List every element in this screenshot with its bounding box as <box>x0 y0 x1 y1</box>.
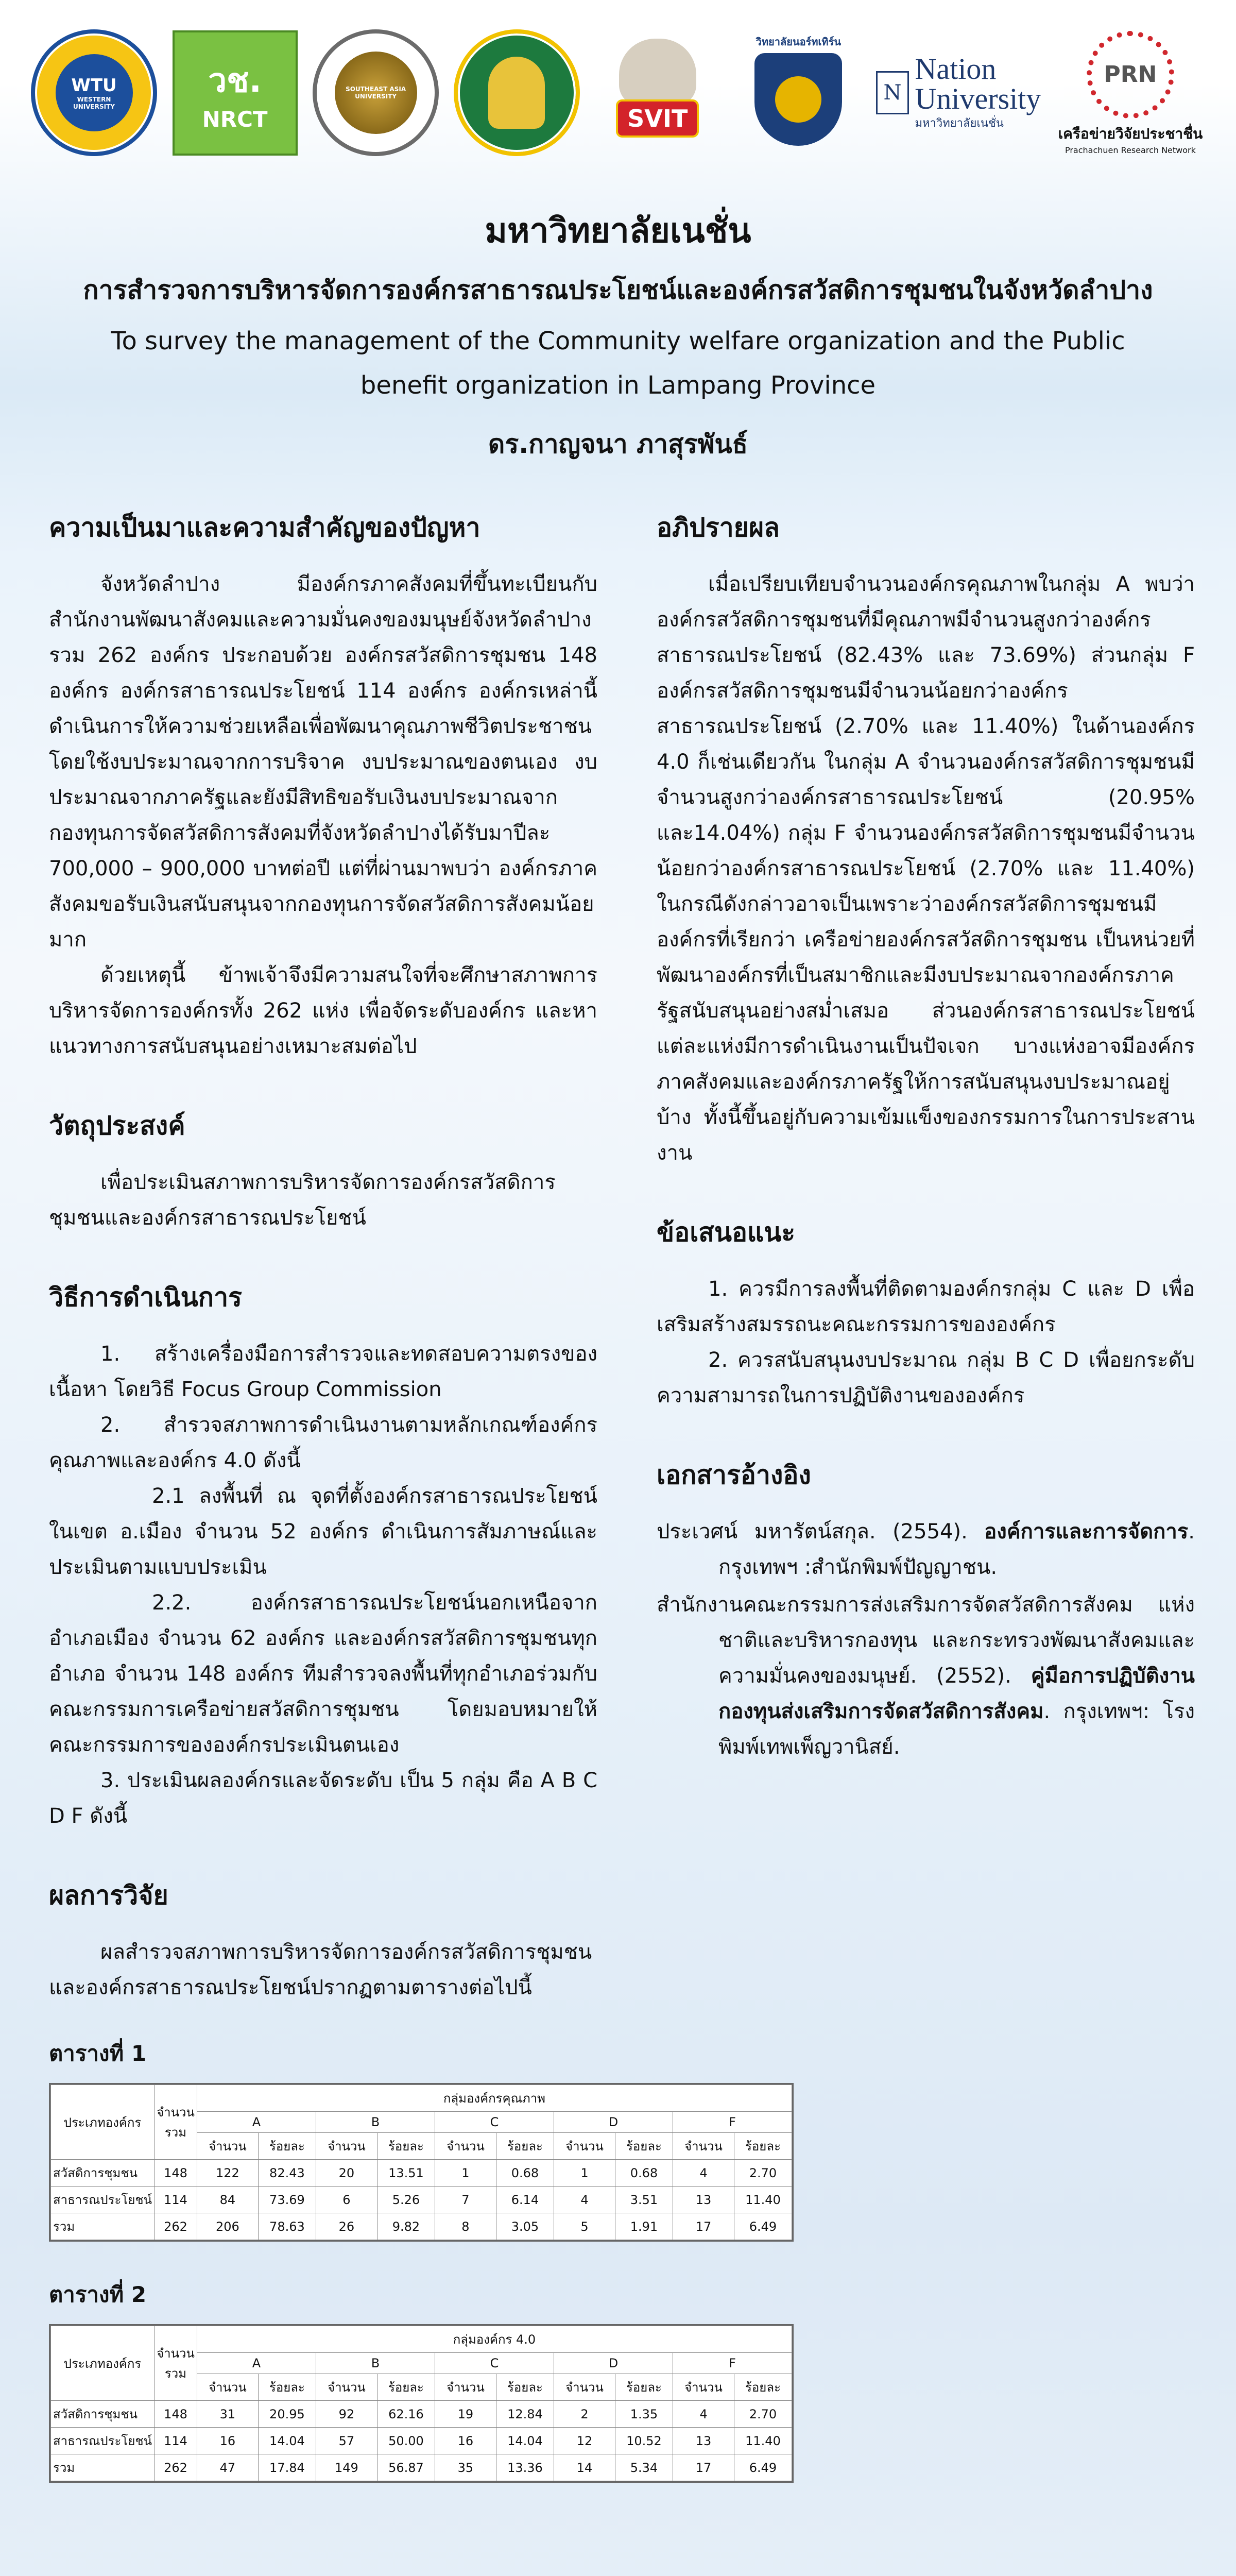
method-step: 1. สร้างเครื่องมือการสำรวจและทดสอบความตรงของเนื้อหา โดยวิธี Focus Group Commission <box>49 1342 597 1401</box>
group-header-cell: B <box>316 2112 435 2133</box>
table-cell: 262 <box>154 2213 197 2240</box>
discussion-section <box>657 507 1195 1171</box>
header-cell: จำนวน <box>316 2374 377 2401</box>
header-cell: ร้อยละ <box>734 2374 792 2401</box>
objective-section <box>49 1106 597 1236</box>
header-cell: ร้อยละ <box>734 2133 792 2160</box>
row-label-cell: รวม <box>51 2213 154 2240</box>
title-english-line1: To survey the management of the Community welfare organization and the Public <box>111 327 1125 355</box>
row-label-cell: รวม <box>51 2454 154 2481</box>
group-header-cell: F <box>673 2353 792 2374</box>
logo-text: NRCT <box>202 106 268 132</box>
header-cell: ร้อยละ <box>496 2133 554 2160</box>
header-cell: จำนวน <box>435 2374 496 2401</box>
poster-header <box>0 204 1236 465</box>
table-label: ตารางที่ 2 <box>49 2282 147 2307</box>
row-label-cell: สวัสดิการชุมชน <box>51 2401 154 2428</box>
table-cell: 11.40 <box>734 2428 792 2454</box>
background-section <box>49 507 597 1064</box>
table-2 <box>49 2324 794 2483</box>
recommendation-item: 1. ควรมีการลงพื้นที่ติดตามองค์กรกลุ่ม C และ D เพื่อเสริมสร้างสมรรถนะคณะกรรมการขององค์กร <box>657 1277 1195 1336</box>
section-heading: ข้อเสนอแนะ <box>657 1217 796 1247</box>
row-label-cell: สวัสดิการชุมชน <box>51 2160 154 2187</box>
table-row <box>51 2187 792 2213</box>
group-header-cell: A <box>197 2353 316 2374</box>
ref-title: คู่มือการปฏิบัติงานกองทุนส่งเสริมการจัดสวัสดิการสังคม <box>718 1664 1195 1723</box>
paragraph: จังหวัดลำปาง มีองค์กรภาคสังคมที่ขึ้นทะเบียนกับสำนักงานพัฒนาสังคมและความมั่นคงของมนุษย์จังหวัดลำปาง รวม 262 องค์กร ประกอบด้วย องค์กรสวัสดิการชุมชน 148 องค์กร องค์กรสาธารณประโยชน์ 114 องค์กร องค์กรเหล่านี้ดำเนินการให้ความช่วยเหลือเพื่อพัฒนาคุณภาพชีวิตประชาชน โดยใช้งบประมาณจากการบริจาค งบประมาณของตนเอง งบประมาณจากภาครัฐและยังมีสิทธิขอรับเงินงบประมาณจากกองทุนการจัดสวัสดิการสังคมที่จังหวัดลำปางได้รับมาปีละ 700,000 – 900,000 บาทต่อปี แต่ที่ผ่านมาพบว่า องค์กรภาคสังคมขอรับเงินสนับสนุนจากกองทุนการจัดสวัสดิการสังคมน้อยมาก <box>49 572 597 952</box>
table-cell: 57 <box>316 2428 377 2454</box>
table-cell: 20.95 <box>258 2401 316 2428</box>
table-cell: 16 <box>435 2428 496 2454</box>
header-cell: จำนวน <box>197 2133 258 2160</box>
table-cell: 17 <box>673 2454 734 2481</box>
table-cell: 92 <box>316 2401 377 2428</box>
group-header-cell: A <box>197 2112 316 2133</box>
title-thai: การสำรวจการบริหารจัดการองค์กรสาธารณประโยชน์และองค์กรสวัสดิการชุมชนในจังหวัดลำปาง <box>83 275 1153 305</box>
table-cell: 1.35 <box>615 2401 673 2428</box>
table-cell: 1 <box>554 2160 615 2187</box>
southeast-asia-university-logo <box>313 30 439 156</box>
table-cell: 12.84 <box>496 2401 554 2428</box>
nrct-logo <box>172 30 298 156</box>
table-cell: 10.52 <box>615 2428 673 2454</box>
header-cell: จำนวนรวม <box>154 2326 197 2401</box>
logo-thai: มหาวิทยาลัยเนชั่น <box>915 116 1004 129</box>
section-heading: เอกสารอ้างอิง <box>657 1460 811 1490</box>
table-cell: 78.63 <box>258 2213 316 2240</box>
table-cell: 6 <box>316 2187 377 2213</box>
group-header-cell: D <box>554 2353 673 2374</box>
table-cell: 13 <box>673 2428 734 2454</box>
header-cell: กลุ่มองค์กร 4.0 <box>197 2326 792 2353</box>
table-cell: 13 <box>673 2187 734 2213</box>
table-cell: 26 <box>316 2213 377 2240</box>
logo-thai: เครือข่ายวิจัยประชาชื่น <box>1058 125 1203 142</box>
row-label-cell: สาธารณประโยชน์ <box>51 2428 154 2454</box>
section-heading: ผลการวิจัย <box>49 1880 168 1910</box>
header-cell: จำนวนรวม <box>154 2085 197 2160</box>
header-cell: จำนวน <box>316 2133 377 2160</box>
section-heading: วัตถุประสงค์ <box>49 1111 185 1141</box>
table-cell: 148 <box>154 2401 197 2428</box>
table-cell: 14.04 <box>496 2428 554 2454</box>
section-heading: ความเป็นมาและความสำคัญของปัญหา <box>49 513 480 543</box>
table-cell: 7 <box>435 2187 496 2213</box>
header-cell: จำนวน <box>554 2374 615 2401</box>
table-cell: 4 <box>554 2187 615 2213</box>
group-header-cell: B <box>316 2353 435 2374</box>
table-cell: 12 <box>554 2428 615 2454</box>
header-cell: ร้อยละ <box>615 2374 673 2401</box>
paragraph: ด้วยเหตุนี้ ข้าพเจ้าจึงมีความสนใจที่จะศึกษาสภาพการบริหารจัดการองค์กรทั้ง 262 แห่ง เพื่อจัดระดับองค์กร และหาแนวทางการสนับสนุนอย่างเหมาะสมต่อไป <box>49 963 597 1058</box>
table-cell: 1 <box>435 2160 496 2187</box>
table-cell: 56.87 <box>377 2454 435 2481</box>
table-cell: 35 <box>435 2454 496 2481</box>
logo-en: Prachachuen Research Network <box>1065 145 1196 155</box>
table-cell: 5.34 <box>615 2454 673 2481</box>
table-label: ตารางที่ 1 <box>49 2041 147 2066</box>
northern-college-logo <box>735 30 862 156</box>
header-cell: ร้อยละ <box>377 2374 435 2401</box>
logo-abbr: SVIT <box>627 105 688 132</box>
table-cell: 2.70 <box>734 2401 792 2428</box>
section-heading: อภิปรายผล <box>657 513 780 543</box>
author-name: ดร.กาญจนา ภาสุรพันธ์ <box>488 429 748 459</box>
table-cell: 5 <box>554 2213 615 2240</box>
table-cell: 114 <box>154 2428 197 2454</box>
table-cell: 1.91 <box>615 2213 673 2240</box>
header-cell: ร้อยละ <box>258 2374 316 2401</box>
method-step: 2. สำรวจสภาพการดำเนินงานตามหลักเกณฑ์องค์กรคุณภาพและองค์กร 4.0 ดังนี้ <box>49 1413 597 1472</box>
western-university-logo <box>31 30 157 156</box>
group-header-cell: F <box>673 2112 792 2133</box>
table-cell: 9.82 <box>377 2213 435 2240</box>
table-row <box>51 2160 792 2187</box>
table-cell: 82.43 <box>258 2160 316 2187</box>
logo-abbr: วช. <box>208 61 262 100</box>
table-cell: 148 <box>154 2160 197 2187</box>
table-cell: 73.69 <box>258 2187 316 2213</box>
recommendation-section <box>657 1212 1195 1414</box>
header-cell: จำนวน <box>197 2374 258 2401</box>
table-cell: 4 <box>673 2401 734 2428</box>
header-cell: จำนวน <box>673 2133 734 2160</box>
header-cell: จำนวน <box>435 2133 496 2160</box>
table-cell: 6.49 <box>734 2454 792 2481</box>
prn-logo <box>1056 30 1205 156</box>
ref-title: องค์การและการจัดการ <box>984 1520 1189 1544</box>
table-cell: 6.49 <box>734 2213 792 2240</box>
table-cell: 13.36 <box>496 2454 554 2481</box>
nation-university-logo: N Nation University มหาวิทยาลัยเนชั่น <box>876 30 1041 156</box>
method-step: 2.2. องค์กรสาธารณประโยชน์นอกเหนือจากอำเภอเมือง จำนวน 62 องค์กร และองค์กรสวัสดิการชุมชนทุกอำเภอ จำนวน 148 องค์กร ทีมสำรวจลงพื้นที่ทุกอำเภอร่วมกับคณะกรรมการเครือข่ายสวัสดิการชุมชน โดยมอบหมายให้คณะกรรมการขององค์กรประเมินตนเอง <box>49 1591 597 1757</box>
table-cell: 114 <box>154 2187 197 2213</box>
table-cell: 16 <box>197 2428 258 2454</box>
table-cell: 11.40 <box>734 2187 792 2213</box>
title-english-line2: benefit organization in Lampang Province <box>360 371 876 400</box>
table-cell: 31 <box>197 2401 258 2428</box>
table-cell: 19 <box>435 2401 496 2428</box>
header-cell: ร้อยละ <box>258 2133 316 2160</box>
table-row <box>51 2454 792 2481</box>
header-cell: ร้อยละ <box>615 2133 673 2160</box>
logo-line1: Nation <box>915 52 997 86</box>
group-header-cell: D <box>554 2112 673 2133</box>
reference-item <box>657 1514 1195 1585</box>
university-name: มหาวิทยาลัยเนชั่น <box>485 211 751 250</box>
paragraph: เพื่อประเมินสภาพการบริหารจัดการองค์กรสวัสดิการชุมชนและองค์กรสาธารณประโยชน์ <box>49 1171 556 1230</box>
logo-thai: วิทยาลัยนอร์ทเทิร์น <box>756 36 841 48</box>
table-cell: 3.05 <box>496 2213 554 2240</box>
table-cell: 6.14 <box>496 2187 554 2213</box>
header-cell: กลุ่มองค์กรคุณภาพ <box>197 2085 792 2112</box>
right-column <box>657 507 1195 1806</box>
green-seal-logo <box>454 30 580 156</box>
table-cell: 3.51 <box>615 2187 673 2213</box>
header-row <box>51 2326 792 2353</box>
logo-line2: University <box>915 81 1041 115</box>
table-cell: 0.68 <box>615 2160 673 2187</box>
logo-abbr: WTU <box>71 75 117 96</box>
method-step: 2.1 ลงพื้นที่ ณ จุดที่ตั้งองค์กรสาธารณประโยชน์ในเขต อ.เมือง จำนวน 52 องค์กร ดำเนินการสัมภาษณ์และประเมินตามแบบประเมิน <box>49 1484 597 1579</box>
group-header-cell: C <box>435 2112 554 2133</box>
table-cell: 0.68 <box>496 2160 554 2187</box>
table-cell: 2.70 <box>734 2160 792 2187</box>
method-section <box>49 1277 597 1834</box>
header-cell: ร้อยละ <box>496 2374 554 2401</box>
table-cell: 8 <box>435 2213 496 2240</box>
header-cell: จำนวน <box>554 2133 615 2160</box>
logo-text: SOUTHEAST ASIA UNIVERSITY <box>346 86 406 100</box>
table-cell: 17.84 <box>258 2454 316 2481</box>
header-cell: จำนวน <box>673 2374 734 2401</box>
table-cell: 17 <box>673 2213 734 2240</box>
ref-author: สำนักงานคณะกรรมการส่งเสริมการจัดสวัสดิการสังคม แห่งชาติและบริหารกองทุน และกระทรวงพัฒนาสังคมและความมั่นคงของมนุษย์. (2552). <box>657 1593 1195 1688</box>
paragraph: เมื่อเปรียบเทียบจำนวนองค์กรคุณภาพในกลุ่ม A พบว่า องค์กรสวัสดิการชุมชนที่มีคุณภาพมีจำนวนสูงกว่าองค์กรสาธารณประโยชน์ (82.43% และ 73.69%) ส่วนกลุ่ม F องค์กรสวัสดิการชุมชนมีจำนวนน้อยกว่าองค์กรสาธารณประโยชน์ (2.70% และ 11.40%) ในด้านองค์กร 4.0 ก็เช่นเดียวกัน ในกลุ่ม A จำนวนองค์กรสวัสดิการชุมชนมีจำนวนสูงกว่าองค์กรสาธารณประโยชน์ (20.95% และ14.04%) กลุ่ม F จำนวนองค์กรสวัสดิการชุมชนมีจำนวนน้อยกว่าองค์กรสาธารณประโยชน์ (2.70% และ 11.40%) ในกรณีดังกล่าวอาจเป็นเพราะว่าองค์กรสวัสดิการชุมชนมีองค์กรที่เรียกว่า เครือข่ายองค์กรสวัสดิการชุมชน เป็นหน่วยที่พัฒนาองค์กรที่เป็นสมาชิกและมีงบประมาณจากองค์กรภาครัฐสนับสนุนอย่างสม่ำเสมอ ส่วนองค์กรสาธารณประโยชน์แต่ละแห่งมีการดำเนินงานเป็นปัจเจก บางแห่งอาจมีองค์กรภาคสังคมและองค์กรภาครัฐให้การสนับสนุนงบประมาณอยู่บ้าง ทั้งนี้ขึ้นอยู่กับความเข้มแข็งของกรรมการในการประสานงาน <box>657 572 1195 1165</box>
table-cell: 149 <box>316 2454 377 2481</box>
table-cell: 2 <box>554 2401 615 2428</box>
recommendation-item: 2. ควรสนับสนุนงบประมาณ กลุ่ม B C D เพื่อยกระดับความสามารถในการปฏิบัติงานขององค์กร <box>657 1348 1195 1408</box>
paragraph: ผลสำรวจสภาพการบริหารจัดการองค์กรสวัสดิการชุมชน และองค์กรสาธารณประโยชน์ปรากฏตามตารางต่อไปนี้ <box>49 1940 592 1999</box>
logo-row <box>31 21 1205 165</box>
group-header-cell: C <box>435 2353 554 2374</box>
table-cell: 62.16 <box>377 2401 435 2428</box>
method-step: 3. ประเมินผลองค์กรและจัดระดับ เป็น 5 กลุ่ม คือ A B C D F ดังนี้ <box>49 1769 597 1828</box>
svit-logo <box>594 30 720 156</box>
table-row <box>51 2428 792 2454</box>
ref-author: ประเวศน์ มหารัตน์สกุล. (2554). <box>657 1520 985 1544</box>
header-cell: ร้อยละ <box>377 2133 435 2160</box>
table-cell: 50.00 <box>377 2428 435 2454</box>
table-cell: 4 <box>673 2160 734 2187</box>
header-cell: ประเภทองค์กร <box>51 2085 154 2160</box>
table-row <box>51 2401 792 2428</box>
ref-publisher: . กรุงเทพฯ: โรงพิมพ์เทพเพ็ญวานิสย์. <box>718 1700 1195 1759</box>
logo-text: WESTERN UNIVERSITY <box>73 96 115 110</box>
table-cell: 84 <box>197 2187 258 2213</box>
table-cell: 13.51 <box>377 2160 435 2187</box>
table-cell: 122 <box>197 2160 258 2187</box>
table-cell: 14 <box>554 2454 615 2481</box>
table-cell: 5.26 <box>377 2187 435 2213</box>
row-label-cell: สาธารณประโยชน์ <box>51 2187 154 2213</box>
logo-abbr: PRN <box>1104 61 1157 88</box>
table-cell: 47 <box>197 2454 258 2481</box>
header-cell: ประเภทองค์กร <box>51 2326 154 2401</box>
table-1 <box>49 2083 794 2242</box>
table-row <box>51 2213 792 2240</box>
header-row <box>51 2085 792 2112</box>
table-cell: 14.04 <box>258 2428 316 2454</box>
reference-item <box>657 1587 1195 1765</box>
results-section <box>49 1875 597 2006</box>
references-section <box>657 1455 1195 1765</box>
section-heading: วิธีการดำเนินการ <box>49 1282 242 1312</box>
ref-publisher: . กรุงเทพฯ :สำนักพิมพ์ปัญญาชน. <box>718 1520 1195 1579</box>
table-cell: 206 <box>197 2213 258 2240</box>
table-cell: 262 <box>154 2454 197 2481</box>
table-cell: 20 <box>316 2160 377 2187</box>
